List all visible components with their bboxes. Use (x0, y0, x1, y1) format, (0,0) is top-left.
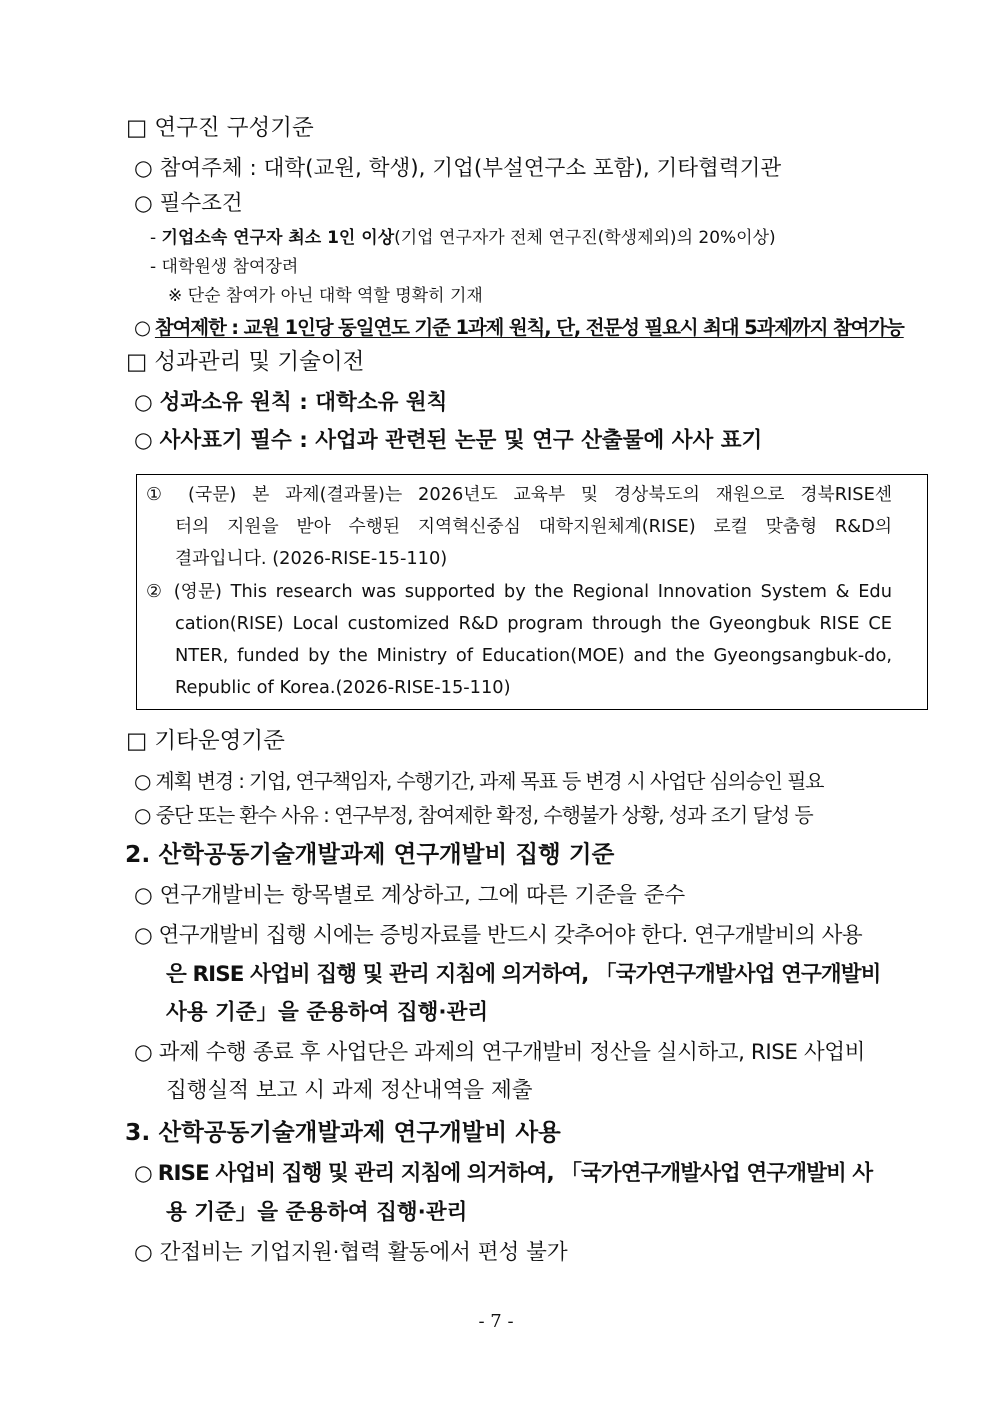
acknowledgement-box (136, 474, 928, 710)
sec2-line-2: ○ 연구개발비 집행 시에는 증빙자료를 반드시 갖추어야 한다. 연구개발비의 사용 (134, 923, 863, 948)
participant-line: ○ 참여주체 : 대학(교원, 학생), 기업(부설연구소 포함), 기타협력기관 (134, 156, 782, 181)
heading-performance: □ 성과관리 및 기술이전 (126, 349, 365, 375)
ack-korean-line-1: ① (국문) 본 과제(결과물)는 2026년도 교육부 및 경상북도의 재원으로 경북RISE센 (146, 484, 892, 505)
requirement-note: ※ 단순 참여가 아닌 대학 역할 명확히 기재 (168, 286, 483, 306)
sec3-line-1: ○ RISE 사업비 집행 및 관리 지침에 의거하여, 「국가연구개발사업 연구개발비 사 (134, 1161, 873, 1186)
sec2-line-1: ○ 연구개발비는 항목별로 계상하고, 그에 따른 기준을 준수 (134, 883, 686, 908)
ack-english-line-2: cation(RISE) Local customized R&D program through the Gyeongbuk RISE CE (175, 613, 892, 634)
heading-operations: □ 기타운영기준 (126, 728, 285, 754)
requirement-line: ○ 필수조건 (134, 191, 243, 216)
ack-english-line-3: NTER, funded by the Ministry of Education(MOE) and the Gyeongsangbuk-do, (175, 645, 892, 666)
section-2-title: 2. 산학공동기술개발과제 연구개발비 집행 기준 (125, 840, 615, 868)
sec3-line-3: ○ 간접비는 기업지원·협력 활동에서 편성 불가 (134, 1240, 568, 1265)
participation-limit: ○ 참여제한 : 교원 1인당 동일연도 기준 1과제 원칙, 단, 전문성 필요시 최대 5과제까지 참여가능 (134, 316, 904, 339)
sec2-line-5: ○ 과제 수행 종료 후 사업단은 과제의 연구개발비 정산을 실시하고, RISE 사업비 (134, 1040, 865, 1065)
sec2-line-3: 은 RISE 사업비 집행 및 관리 지침에 의거하여, 「국가연구개발사업 연구개발비 (166, 962, 881, 987)
heading-research-team: □ 연구진 구성기준 (126, 115, 314, 141)
ownership-line: ○ 성과소유 원칙 : 대학소유 원칙 (134, 390, 448, 415)
ack-english-line-4: Republic of Korea.(2026-RISE-15-110) (175, 677, 511, 698)
ack-korean-line-2: 터의 지원을 받아 수행된 지역혁신중심 대학지원체계(RISE) 로컬 맞춤형 R&D의 (175, 516, 892, 537)
termination-line: ○ 중단 또는 환수 사유 : 연구부정, 참여제한 확정, 수행불가 상황, 성과 조기 달성 등 (134, 803, 813, 827)
sec2-line-4: 사용 기준」을 준용하여 집행·관리 (166, 1000, 489, 1025)
page-number: - 7 - (478, 1311, 514, 1332)
acknowledgement-line: ○ 사사표기 필수 : 사업과 관련된 논문 및 연구 산출물에 사사 표기 (134, 428, 763, 453)
sec3-line-2: 용 기준」을 준용하여 집행·관리 (166, 1200, 468, 1225)
sec2-line-6: 집행실적 보고 시 과제 정산내역을 제출 (166, 1078, 533, 1103)
plan-change-line: ○ 계획 변경 : 기업, 연구책임자, 수행기간, 과제 목표 등 변경 시 사업단 심의승인 필요 (134, 769, 824, 793)
requirement-company: - 기업소속 연구자 최소 1인 이상(기업 연구자가 전체 연구진(학생제외)의 20%이상) (150, 228, 776, 248)
section-3-title: 3. 산학공동기술개발과제 연구개발비 사용 (125, 1118, 561, 1146)
ack-english-line-1: ② (영문) This research was supported by the Regional Innovation System & Edu (146, 581, 892, 602)
requirement-student: - 대학원생 참여장려 (150, 257, 299, 277)
ack-korean-line-3: 결과입니다. (2026-RISE-15-110) (175, 548, 448, 569)
